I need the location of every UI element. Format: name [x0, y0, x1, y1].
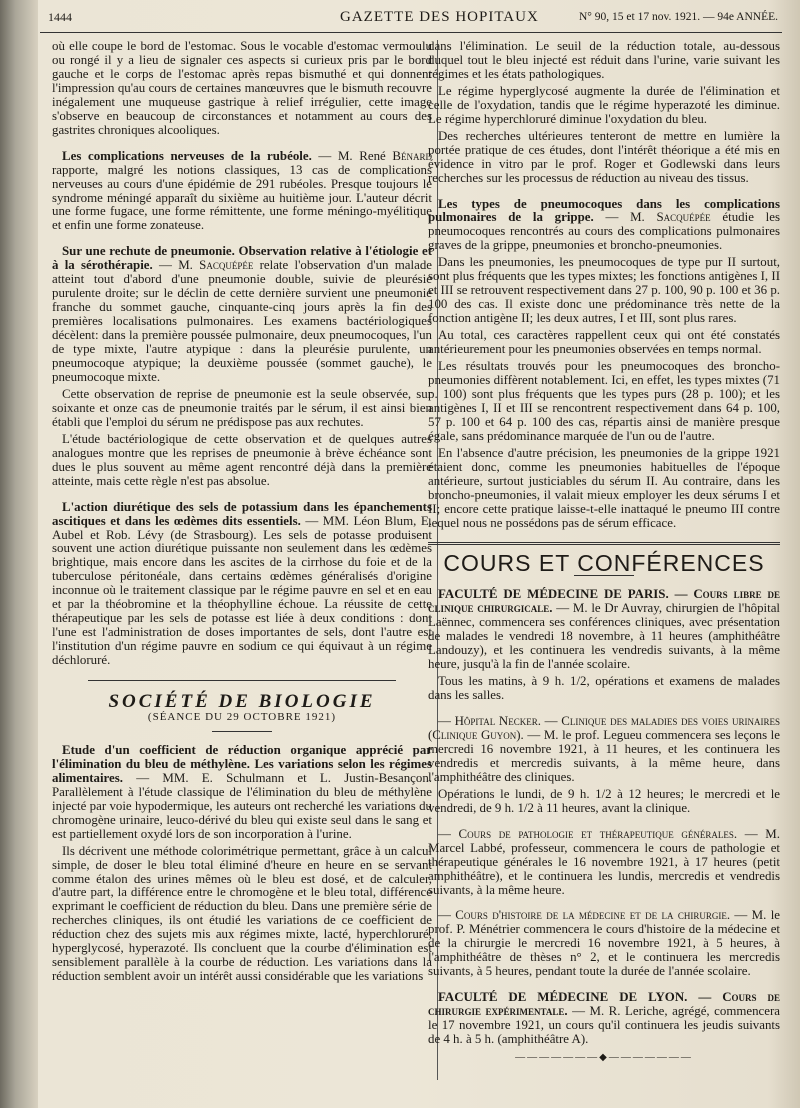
section-divider: [88, 680, 396, 681]
notice-lead: — Cours de pathologie et thérapeutique générales.: [438, 826, 738, 841]
article-pneumocoques: Les types de pneumocoques dans les complications pulmonaires de la grippe. — M. Sacquépée étudie les pneumocoques rencontrés au cours des complications pulmonaires graves de la grippe, pneumonies et broncho-pneumonies.: [428, 196, 780, 253]
author: Sacquépée: [656, 210, 711, 225]
notice-text: — M. Marcel Labbé, professeur, commencera le cours de pathologie et thérapeutique générales le 16 novembre 1921, à 17 heures (petit amphithéâtre), et le continuera les lundis, mercredis et vendredis suivants, à la même heure.: [428, 826, 780, 897]
article-bleu: Etude d'un coefficient de réduction organique apprécié par l'élimination du bleu de méthylène. Les variations selon les régimes alimentaires. — MM. E. Schulmann et L. Justin-Besançon. Parallèlement à l'étude classique de l'élimination du bleu de méthylène injecté par voie hypodermique, les auteurs ont recherché les variations du chromogène urinaire, leuco-dérivé du bleu qui existe seul dans le sang et est partiellement oxydé lors de son incorporation à l'urine.: [52, 742, 432, 841]
page-header: [40, 6, 782, 33]
paragraph: Les résultats trouvés pour les pneumocoques des broncho-pneumonies diffèrent notablement. Ici, en effet, les types mixtes (71 p. 100) sont plus fréquents que les types purs (28 p. 100); et les antigènes I, II et III se rencontrent respectivement dans 64 p. 100, 57 p. 100 et 64 p. 100 des cas, répartis ainsi de manière presque égale, sans prédominance marquée de l'un ou de l'autre.: [428, 359, 780, 443]
article-title: L'action diurétique des sels de potassium dans les épanchements ascitiques et dans les œdèmes dits essentiels.: [52, 499, 432, 528]
paragraph: Ils décrivent une méthode colorimétrique permettant, grâce à un calcul simple, de doser le bleu total éliminé d'heure en heure en se servant comme étalon des urines mêmes où le bleu est dosé, et de calculer, d'autre part, la différence entre le chromogène et le bleu total, différence exprimant le coefficient de réduction du bleu. Dans une première série de recherches cliniques, ils ont étudié les variations de ce coefficient de réduction chez des sujets mis aux régimes mixte, lacté, hyperchloruré, hyperglycosé, hyperazoté. Ils concluent que la courbe d'élimination est sensiblement parallèle à la courbe de réduction. Les variations dans la réduction semblent avoir un intérêt aussi considérable que les variations: [52, 843, 432, 984]
paragraph: Le régime hyperglycosé augmente la durée de l'élimination et celle de l'oxydation, tandis que le régime hyperazoté les diminue. Le régime hyperchloruré diminue l'oxydation du bleu.: [428, 83, 780, 126]
notice-lead: FACULTÉ DE MÉDECINE DE LYON. — Cours de chirurgie expérimentale.: [428, 990, 780, 1019]
paragraph: Des recherches ultérieures tenteront de mettre en lumière la portée pratique de ces études, dont l'intérêt théorique a été mis en évidence in vitro par le prof. Roger et Godlewski dans leurs recherches sur les processus de réduction au niveau des tissus.: [428, 128, 780, 185]
notice-laennec: [428, 588, 780, 672]
article-text: Parallèlement à l'étude classique de l'élimination du bleu de méthylène injecté par voie hypodermique, les auteurs ont recherché les variations du chromogène urinaire, leuco-dérivé du bleu qui existe seul dans le sang et est partiellement oxydé lors de son incorporation à l'urine.: [52, 784, 432, 841]
authors: MM. Léon Blum, E. Aubel et Rob. Lévy (de Strasbourg).: [52, 513, 432, 542]
article-pneumonie: Sur une rechute de pneumonie. Observation relative à l'étiologie et à la sérothérapie. — M. Sacquépée relate l'observation d'un malade atteint tout d'abord d'une pneumonie double, suivie de pleurésie purulente droite; sur le déclin de cette dernière survient une pneumonie franche du sommet gauche, cinquante-cinq jours après la fin des premières localisations pulmonaires. Les examens bactériologiques décèlent: dans la première poussée pulmonaire, deux pneumocoques, l'un de type mixte, l'autre atypique : dans la pleurésie purulente, un pneumocoque atypique; la deuxième poussée (sommet gauche), le pneumocoque mixte.: [52, 244, 432, 384]
author: Sacquépée: [199, 258, 254, 273]
article-rubeole: Les complications nerveuses de la rubéole. — M. René Bénard rapporte, malgré les notions classiques, 13 cas de complications nerveuses au cours d'une épidémie de 291 rubéoles. Presque toujours le syndrome méningé apparaît du sixième au huitième jour. L'auteur décrit une forme fugace, une forme rémittente, une forme méningo-myélitique et enfin une forme zonateuse.: [52, 148, 433, 233]
section-title: COURS ET CONFÉRENCES: [443, 550, 765, 577]
paragraph: Cette observation de reprise de pneumonie est la seule observée, sur soixante et onze cas de pneumonie traités par le sérum, il est ainsi bien établi que l'emploi du sérum ne prédispose pas aux rechutes.: [52, 386, 432, 429]
article-potassium: L'action diurétique des sels de potassium dans les épanchements ascitiques et dans les œdèmes dits essentiels. — MM. Léon Blum, E. Aubel et Rob. Lévy (de Strasbourg). Les sels de potasse produisent souvent une action diurétique puissante non seulement dans les œdèmes brightique, mais encore dans les ascites de la cirrhose du foie et de la tuberculose péritonéale, dans certains œdèmes généralisés d'origine inconnue où le traitement classique par le régime pauvre en sel et en eau et par la théobromine et la théophylline échoue. La réussite de cette thérapeutique par les sels de potasse est liée à deux conditions : dont l'une est l'administration de doses importantes de sels, dont l'autre est l'institution d'un régime pauvre en sodium ce qui équivaut à un régime déchloruré.: [52, 499, 432, 668]
page-number: 1444: [48, 10, 72, 24]
notice-lyon: [428, 991, 780, 1047]
notice-necker: [428, 715, 780, 785]
notice-text: — M. le Dr Auvray, chirurgien de l'hôpital Laënnec, commencera ses conférences cliniques, avec présentation de malades le vendredi 18 novembre, à 11 heures (amphithéâtre Landouzy), et les continuera les vendredis suivants, à la même heure, jusqu'à la fin de l'année scolaire.: [428, 601, 780, 672]
article-title: Les complications nerveuses de la rubéole.: [62, 148, 312, 163]
paragraph: L'étude bactériologique de cette observation et de quelques autres analogues montre que les reprises de pneumonie à brève échéance sont dues le plus souvent au même agent rencontré déjà dans la première atteinte, mais cette règle n'est pas absolue.: [52, 431, 432, 488]
paragraph: Au total, ces caractères rappellent ceux qui ont été constatés antérieurement pour les pneumonies observées en temps normal.: [428, 328, 780, 357]
notice-lead: FACULTÉ DE MÉDECINE DE PARIS. — Cours libre de clinique chirurgicale.: [428, 587, 780, 616]
paragraph: Tous les matins, à 9 h. 1/2, opérations et examens de malades dans les salles.: [428, 674, 780, 703]
notice-text: — M. le prof. Legueu commencera ses leçons le mercredi 16 novembre 1921, à 11 heures, et les continuera les vendredis et mercredis suivants, à la même heure, dans l'amphithéâtre des cliniques.: [428, 727, 780, 784]
article-continuation: dans l'élimination. Le seuil de la réduction totale, au-dessous duquel tout le bleu injecté est réduit dans l'urine, varie suivant les régimes et les états pathologiques.: [428, 39, 780, 81]
notice-labbe: [428, 828, 780, 898]
binding-edge: [0, 0, 38, 1108]
article-text: Les sels de potasse produisent souvent une action diurétique puissante non seulement dans les œdèmes brightique, mais encore dans les ascites de la cirrhose du foie et de la tuberculose péritonéale, dans certains œdèmes généralisés d'origine inconnue où le traitement classique par le régime pauvre en sel et en eau et par la théobromine et la théophylline échoue. La réussite de cette thérapeutique par les sels de potasse est liée à deux conditions : dont l'une est l'administration de doses importantes de sels, dont l'autre est l'institution d'un régime pauvre en sodium ce qui équivaut à un régime déchloruré.: [52, 527, 432, 668]
end-ornament: ———————◆———————: [515, 1052, 693, 1064]
notice-text: — M. le prof. P. Ménétrier commencera le cours d'histoire de la médecine et de la chirurgie le mercredi 16 novembre 1921, à 5 heures, à l'amphithéâtre de thèses n° 2, et le continuera les mercredis suivants, à 5 heures, pendant toute la durée de l'année scolaire.: [428, 908, 780, 979]
paragraph: Dans les pneumonies, les pneumocoques de type pur II surtout, sont plus fréquents que les types mixtes; les fonctions antigènes I, II et III se retrouvent respectivement dans 27 p. 100, 90 p. 100 et 36 p. 100 des cas. Il existe donc une prédominance très nette de la fonction antigène II; les deux autres, I et III, sont plus rares.: [428, 255, 780, 326]
session-date: (SÉANCE DU 29 OCTOBRE 1921): [147, 710, 337, 723]
notice-lead: — Cours d'histoire de la médecine et de la chirurgie.: [438, 908, 731, 923]
paragraph: En l'absence d'autre précision, les pneumonies de la grippe 1921 étaient donc, comme les pneumonies habituelles de l'époque antérieure, surtout justiciables du sérum II. Au contraire, dans les broncho-pneumonies, il valait mieux employer les deux sérums I et II; encore cette pratique laisse-t-elle inattaqué le pneumo III contre lequel nous ne possédons pas de sérum efficace.: [428, 445, 780, 530]
journal-title: GAZETTE DES HOPITAUX: [340, 9, 539, 25]
article-text: rapporte, malgré les notions classiques, 13 cas de complications nerveuses au cours d'une épidémie de 291 rubéoles. Presque toujours le syndrome méningé apparaît du sixième au huitième jour. L'auteur décrit une forme fugace, une forme rémittente, une forme méningo-myélitique et enfin une forme zonateuse.: [52, 162, 432, 233]
author: Bénard: [392, 148, 433, 163]
right-column: [428, 40, 780, 1078]
authors: MM. E. Schulmann et L. Justin-Besançon.: [162, 770, 432, 785]
section-divider: [428, 542, 780, 545]
article-text: relate l'observation d'un malade atteint tout d'abord d'une pneumonie double, suivie de pleurésie purulente droite; sur le déclin de cette dernière survient une pneumonie franche du sommet gauche, cinquante-cinq jours après la fin des premières localisations pulmonaires. Les examens bactériologiques décèlent: dans la première poussée pulmonaire, deux pneumocoques, l'un de type mixte, l'autre atypique : dans la pleurésie purulente, un pneumocoque atypique; la deuxième poussée (sommet gauche), le pneumocoque mixte.: [52, 258, 432, 384]
notice-histoire: [428, 909, 780, 979]
article-continuation: où elle coupe le bord de l'estomac. Sous le vocable d'estomac vermoulu ou rongé il y a lieu de signaler ces aspects si curieux pris par le bord gauche et le corps de l'estomac après repas bismuthé et qui donnent l'impression qu'au cours de certaines manœuvres que le bismuth recouvre inégalement une muqueuse gastrique à relief irrégulier, cette image s'observe en beaucoup de circonstances et notamment au cours des gastrites chroniques alcooliques.: [52, 39, 432, 137]
notice-lead: — Hôpital Necker. — Clinique des maladies des voies urinaires (Clinique Guyon).: [428, 714, 780, 742]
paragraph: Opérations le lundi, de 9 h. 1/2 à 12 heures; le mercredi et le vendredi, de 9 h. 1/2 à 11 heures, avant la clinique.: [428, 786, 780, 815]
notice-text: — M. R. Leriche, agrégé, commencera le 17 novembre 1921, un cours qu'il continuera les jeudis suivants de 4 h. à 5 h. (amphithéâtre A).: [428, 1004, 780, 1047]
section-title: SOCIÉTÉ DE BIOLOGIE: [108, 691, 376, 713]
article-title: Etude d'un coefficient de réduction organique apprécié par l'élimination du bleu de méthylène. Les variations selon les régimes alimentaires.: [52, 742, 432, 785]
article-title: Les types de pneumocoques dans les complications pulmonaires de la grippe.: [428, 196, 780, 225]
article-title: Sur une rechute de pneumonie. Observation relative à l'étiologie et à la sérothérapie.: [52, 244, 432, 273]
short-divider: [212, 731, 272, 732]
issue-info: N° 90, 15 et 17 nov. 1921. — 94e ANNÉE.: [578, 11, 778, 23]
left-column: [52, 40, 432, 1078]
article-text: étudie les pneumocoques rencontrés au cours des complications pulmonaires graves de la grippe, pneumonies et broncho-pneumonies.: [428, 210, 780, 253]
